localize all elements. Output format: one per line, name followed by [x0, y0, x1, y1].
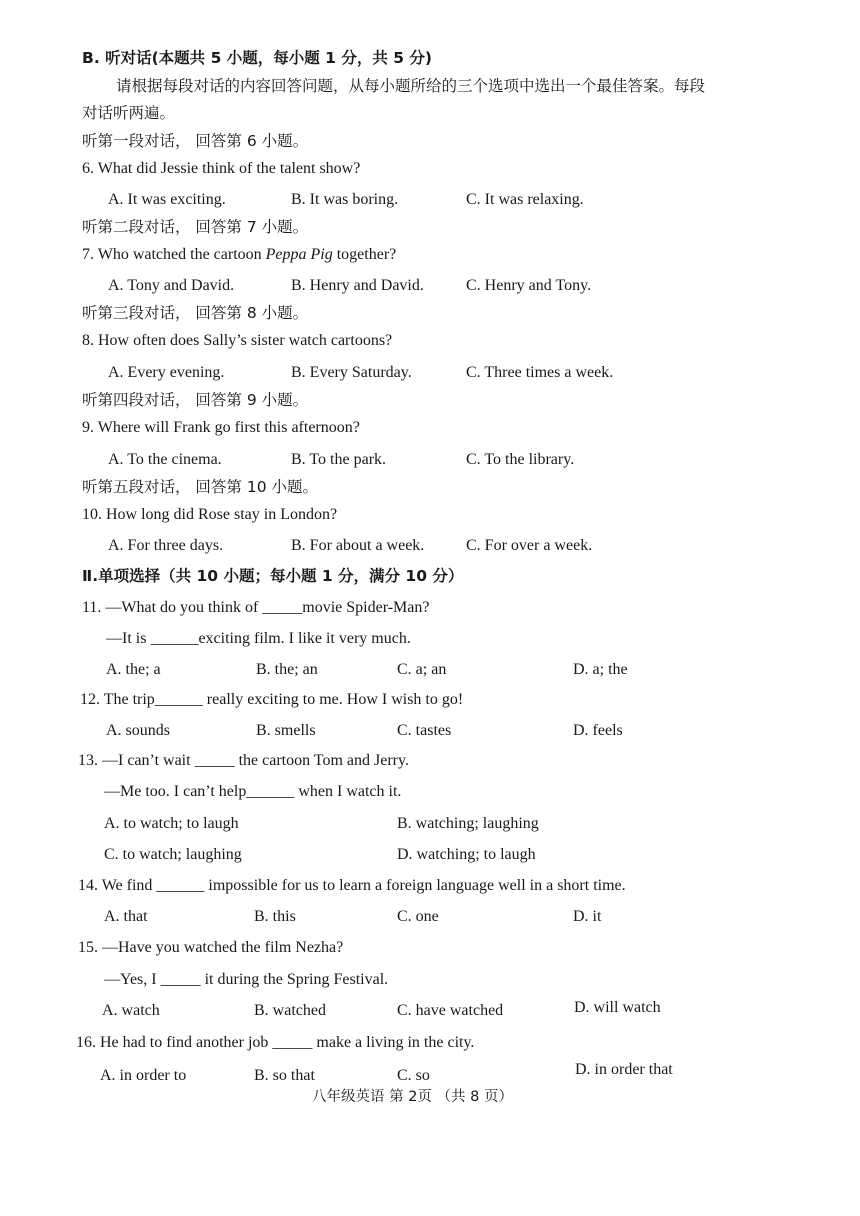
question-11-line-2: —It is ______exciting film. I like it very much.: [106, 630, 411, 647]
q14-option-c: C. one: [397, 908, 439, 925]
q11-option-d: D. a; the: [573, 661, 628, 678]
dialogue-intro-1: 听第一段对话， 回答第 6 小题。: [82, 132, 309, 150]
question-15-line-2: —Yes, I _____ it during the Spring Festival.: [104, 971, 389, 988]
q8-option-c: C. Three times a week.: [466, 364, 614, 381]
q10-option-a: A. For three days.: [108, 537, 224, 554]
section-b-instruction-line-2: 对话听两遍。: [82, 104, 176, 122]
q7-option-a: A. Tony and David.: [108, 277, 235, 294]
q12-option-b: B. smells: [256, 722, 316, 739]
q12-option-c: C. tastes: [397, 722, 452, 739]
q6-option-a: A. It was exciting.: [108, 191, 226, 208]
page-footer: 八年级英语 第 2页 （共 8 页）: [312, 1089, 513, 1105]
q6-option-c: C. It was relaxing.: [466, 191, 584, 208]
question-13-line-1: 13. —I can’t wait _____ the cartoon Tom and Jerry.: [78, 752, 409, 769]
q12-option-d: D. feels: [573, 722, 623, 739]
question-7-pre: 7. Who watched the cartoon: [82, 246, 266, 263]
q14-option-b: B. this: [254, 908, 296, 925]
q13-option-d: D. watching; to laugh: [397, 846, 536, 863]
question-13-line-2: —Me too. I can’t help______ when I watch it.: [104, 783, 402, 800]
question-7-title: Peppa Pig: [265, 246, 333, 263]
q13-option-c: C. to watch; laughing: [104, 846, 242, 863]
q10-option-c: C. For over a week.: [466, 537, 593, 554]
question-8: 8. How often does Sally’s sister watch cartoons?: [82, 332, 393, 349]
q15-option-b: B. watched: [254, 1002, 326, 1019]
q8-option-a: A. Every evening.: [108, 364, 225, 381]
q10-option-b: B. For about a week.: [291, 537, 425, 554]
q9-option-b: B. To the park.: [291, 451, 387, 468]
question-15-line-1: 15. —Have you watched the film Nezha?: [78, 939, 344, 956]
question-9: 9. Where will Frank go first this afternoon?: [82, 419, 360, 436]
q16-option-d: D. in order that: [575, 1061, 673, 1078]
q9-option-a: A. To the cinema.: [108, 451, 222, 468]
question-6: 6. What did Jessie think of the talent show?: [82, 160, 361, 177]
q14-option-a: A. that: [104, 908, 148, 925]
q16-option-b: B. so that: [254, 1067, 315, 1084]
dialogue-intro-3: 听第三段对话， 回答第 8 小题。: [82, 304, 309, 322]
q16-option-c: C. so: [397, 1067, 430, 1084]
question-10: 10. How long did Rose stay in London?: [82, 506, 338, 523]
section-b-instruction-line-1: 请根据每段对话的内容回答问题，从每小题所给的三个选项中选出一个最佳答案。每段: [116, 77, 706, 95]
dialogue-intro-2: 听第二段对话， 回答第 7 小题。: [82, 218, 309, 236]
section-2-header: Ⅱ.单项选择（共 10 小题；每小题 1 分，满分 10 分）: [82, 567, 464, 585]
q11-option-b: B. the; an: [256, 661, 318, 678]
q15-option-c: C. have watched: [397, 1002, 504, 1019]
question-16-line-1: 16. He had to find another job _____ make a living in the city.: [76, 1034, 475, 1051]
question-7-post: together?: [332, 246, 397, 263]
q12-option-a: A. sounds: [106, 722, 171, 739]
q14-option-d: D. it: [573, 908, 602, 925]
q11-option-a: A. the; a: [106, 661, 161, 678]
question-11-line-1: 11. —What do you think of _____movie Spider-Man?: [82, 599, 430, 616]
q7-option-c: C. Henry and Tony.: [466, 277, 592, 294]
question-14-line-1: 14. We find ______ impossible for us to learn a foreign language well in a short time.: [78, 877, 626, 894]
q9-option-c: C. To the library.: [466, 451, 575, 468]
q16-option-a: A. in order to: [100, 1067, 187, 1084]
dialogue-intro-4: 听第四段对话， 回答第 9 小题。: [82, 391, 309, 409]
question-12-line-1: 12. The trip______ really exciting to me. How I wish to go!: [80, 691, 464, 708]
q7-option-b: B. Henry and David.: [291, 277, 424, 294]
q8-option-b: B. Every Saturday.: [291, 364, 412, 381]
section-b-header: B. 听对话(本题共 5 小题，每小题 1 分，共 5 分): [82, 49, 432, 67]
q15-option-d: D. will watch: [574, 999, 661, 1016]
dialogue-intro-5: 听第五段对话， 回答第 10 小题。: [82, 478, 319, 496]
q6-option-b: B. It was boring.: [291, 191, 399, 208]
question-7: [82, 245, 396, 265]
q13-option-b: B. watching; laughing: [397, 815, 539, 832]
q15-option-a: A. watch: [102, 1002, 160, 1019]
q13-option-a: A. to watch; to laugh: [104, 815, 239, 832]
q11-option-c: C. a; an: [397, 661, 447, 678]
